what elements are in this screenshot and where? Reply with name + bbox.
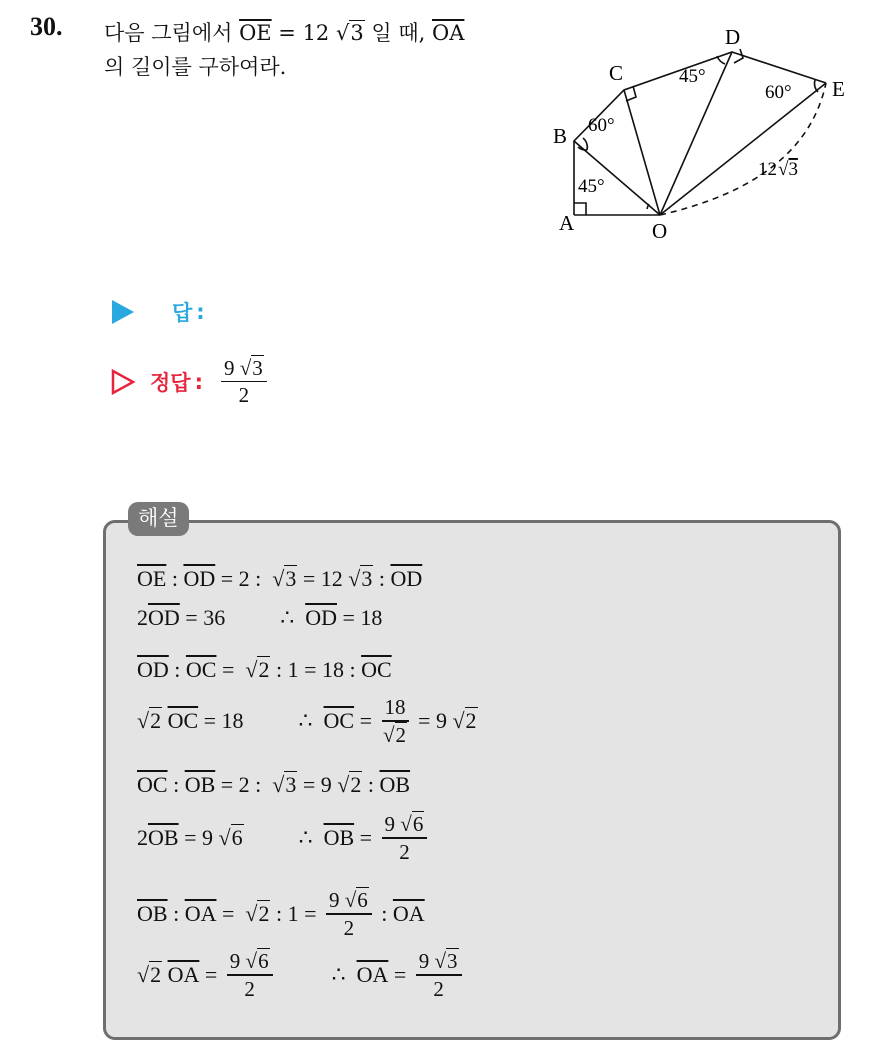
question-text-a: 다음 그림에서 bbox=[104, 21, 240, 45]
angle-e: 60° bbox=[765, 82, 792, 103]
label-b: B bbox=[553, 124, 568, 148]
angle-o: 45° bbox=[578, 176, 605, 197]
answer-row bbox=[110, 297, 205, 327]
solution-tag: 해설 bbox=[128, 502, 189, 536]
solution-line-7: $\overline{OB}$ : $\overline{OA}$ = √2 : 1 = $\frac{9 √6}{2}$ : $\overline{OA}$ bbox=[137, 888, 425, 940]
correct-answer-label: 정답 bbox=[150, 370, 191, 395]
label-c: C bbox=[609, 61, 624, 85]
geometry-figure bbox=[545, 22, 865, 247]
length-label: 12√3 bbox=[758, 159, 798, 180]
solution-line-6: 2 $\overline{OB}$ = 9 √6 ∴ $\overline{OB}$ = $\frac{9 √6}{2}$ bbox=[137, 806, 431, 870]
solution-line-4: √2 $\overline{OC}$ = 18 ∴ $\overline{OC}$ = $\frac{18}{√2}$ = 9 √2 bbox=[137, 695, 477, 747]
answer-colon: : bbox=[196, 300, 205, 324]
answer-label: 답 bbox=[172, 301, 193, 325]
play-icon bbox=[110, 298, 136, 326]
correct-answer-colon: : bbox=[194, 369, 203, 394]
question-text-b: 일 때, bbox=[364, 21, 433, 45]
solution-line-1: $\overline{OE}$ : $\overline{OD}$ = 2 : √3 = 12 √3 : $\overline{OD}$ bbox=[137, 566, 423, 591]
correct-answer-value: $\frac{9 √3}{2}$ bbox=[221, 355, 267, 408]
solution-line-5: $\overline{OC}$ : $\overline{OB}$ = 2 : √3 = 9 √2 : $\overline{OB}$ bbox=[137, 772, 411, 797]
sqrt: √3 bbox=[335, 21, 364, 45]
solution-line-2: 2 $\overline{OD}$ = 36 ∴ $\overline{OD}$ = 18 bbox=[137, 605, 383, 630]
outline-play-icon bbox=[110, 368, 136, 396]
segment-oe: $\overline{OE}$ bbox=[239, 21, 272, 45]
solution-line-8: √2 $\overline{OA}$ = $\frac{9 √6}{2}$ ∴ $\overline{OA}$ = $\frac{9 √3}{2}$ bbox=[137, 943, 466, 1007]
label-d: D bbox=[725, 25, 741, 49]
label-o: O bbox=[652, 219, 668, 243]
label-a: A bbox=[559, 211, 575, 235]
question-eq: = 12 bbox=[271, 21, 336, 45]
correct-answer-row bbox=[110, 355, 271, 408]
solution-line-3: $\overline{OD}$ : $\overline{OC}$ = √2 : 1 = 18 : $\overline{OC}$ bbox=[137, 657, 392, 682]
question-number: 30. bbox=[30, 12, 63, 41]
angle-d: 45° bbox=[679, 66, 706, 87]
question-text bbox=[104, 16, 534, 84]
question-line2: 의 길이를 구하여라. bbox=[104, 55, 287, 79]
segment-oa: $\overline{OA}$ bbox=[432, 21, 465, 45]
label-e: E bbox=[832, 77, 845, 101]
angle-b: 60° bbox=[588, 115, 615, 136]
